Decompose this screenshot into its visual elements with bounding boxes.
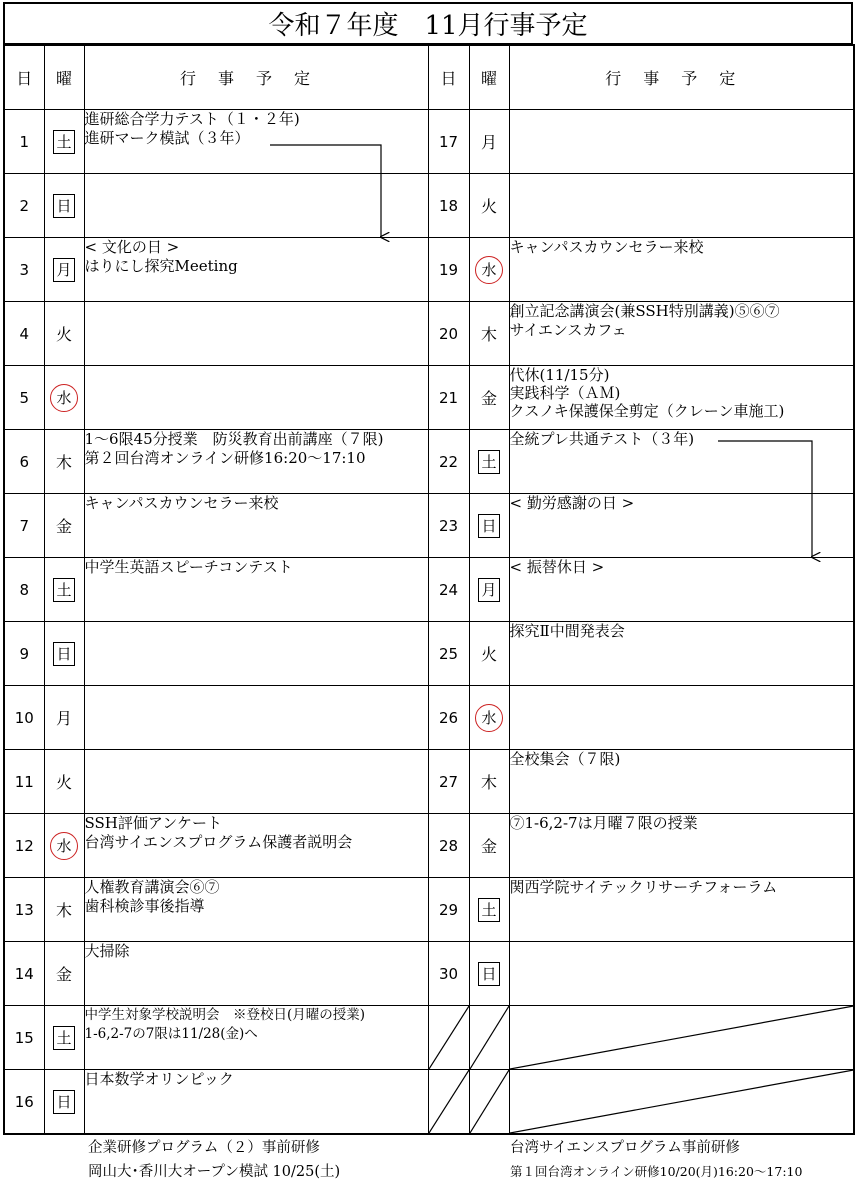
date-cell: 17 <box>428 110 469 174</box>
event-text: はりにし探究Meeting <box>84 257 238 275</box>
events-cell <box>84 1006 428 1070</box>
weekday-cell <box>44 750 84 814</box>
weekday-label: 火 <box>55 325 72 344</box>
weekday-cell <box>469 750 509 814</box>
weekday-cell <box>44 622 84 686</box>
weekday-label: 月 <box>55 709 72 728</box>
event-text: 大掃除 <box>84 942 130 960</box>
day-row <box>4 942 854 1006</box>
events-cell <box>84 878 428 942</box>
day-row <box>4 110 854 174</box>
day-row <box>4 558 854 622</box>
events-cell <box>84 622 428 686</box>
footer-note: 第１回台湾オンライン研修10/20(月)16:20～17:10 <box>510 1164 803 1179</box>
events-cell <box>509 750 854 814</box>
date-cell: 30 <box>428 942 469 1006</box>
day-row <box>4 814 854 878</box>
day-row <box>4 494 854 558</box>
weekday-cell <box>44 1070 84 1135</box>
weekday-cell <box>469 174 509 238</box>
header-row <box>4 45 854 110</box>
weekday-label: 火 <box>480 645 497 664</box>
weekday-label: 火 <box>55 773 72 792</box>
event-text: 台湾サイエンスプログラム保護者説明会 <box>84 833 353 851</box>
weekday-cell <box>44 494 84 558</box>
wednesday-circled-label: 水 <box>475 256 503 284</box>
date-cell: 4 <box>4 302 44 366</box>
event-text: 歯科検診事後指導 <box>84 897 205 915</box>
event-text: 関西学院サイテックリサーチフォーラム <box>509 878 778 896</box>
header-dow: 曜 <box>469 45 509 110</box>
event-text: 探究Ⅱ中間発表会 <box>509 622 625 640</box>
events-cell <box>509 238 854 302</box>
slash-mark <box>429 1070 469 1133</box>
date-cell: 6 <box>4 430 44 494</box>
date-cell: 24 <box>428 558 469 622</box>
weekday-cell <box>44 814 84 878</box>
event-text: 人権教育講演会⑥⑦ <box>84 878 220 896</box>
wednesday-circled-label: 水 <box>50 384 78 412</box>
event-text: 第２回台湾オンライン研修16:20～17:10 <box>84 449 366 467</box>
event-text: 中学生英語スピーチコンテスト <box>84 558 293 576</box>
date-cell: 5 <box>4 366 44 430</box>
weekend-day-label: 土 <box>478 898 500 922</box>
slash-mark <box>429 1006 469 1069</box>
day-row <box>4 1006 854 1070</box>
header-dow: 曜 <box>44 45 84 110</box>
weekday-cell <box>469 430 509 494</box>
weekend-day-label: 日 <box>53 642 75 666</box>
events-cell <box>509 174 854 238</box>
weekday-cell <box>44 174 84 238</box>
weekday-cell <box>44 110 84 174</box>
weekend-day-label: 月 <box>53 258 75 282</box>
weekend-day-label: 月 <box>478 578 500 602</box>
wednesday-circled-label: 水 <box>475 704 503 732</box>
day-row <box>4 366 854 430</box>
event-text: 1-6,2-7の7限は11/28(金)へ <box>84 1026 258 1042</box>
empty-cell <box>469 1006 509 1070</box>
event-text: < 振替休日 > <box>509 558 605 576</box>
event-text: < 勤労感謝の日 > <box>509 494 635 512</box>
date-cell: 10 <box>4 686 44 750</box>
events-cell <box>84 814 428 878</box>
events-cell <box>84 1070 428 1135</box>
weekday-cell <box>44 1006 84 1070</box>
date-cell: 20 <box>428 302 469 366</box>
footer-right-notes <box>510 1136 802 1184</box>
weekday-label: 木 <box>480 325 497 344</box>
weekday-label: 金 <box>55 965 72 984</box>
empty-cell <box>509 1006 854 1070</box>
day-row <box>4 878 854 942</box>
date-cell: 29 <box>428 878 469 942</box>
weekday-cell <box>44 366 84 430</box>
event-text: サイエンスカフェ <box>509 321 627 339</box>
day-row <box>4 1070 854 1135</box>
weekday-cell <box>469 558 509 622</box>
weekend-day-label: 土 <box>53 578 75 602</box>
slash-mark <box>470 1070 509 1133</box>
date-cell: 18 <box>428 174 469 238</box>
events-cell <box>84 750 428 814</box>
events-cell <box>509 430 854 494</box>
date-cell: 23 <box>428 494 469 558</box>
header-events: 行事予定 <box>509 45 854 110</box>
events-cell <box>509 686 854 750</box>
events-cell <box>84 942 428 1006</box>
weekday-cell <box>44 878 84 942</box>
weekday-cell <box>44 302 84 366</box>
weekday-label: 木 <box>55 453 72 472</box>
slash-mark <box>470 1006 509 1069</box>
footer-note: 台湾サイエンスプログラム事前研修 <box>510 1140 740 1156</box>
date-cell: 1 <box>4 110 44 174</box>
date-cell: 7 <box>4 494 44 558</box>
event-text: SSH評価アンケート <box>84 814 222 832</box>
events-cell <box>509 814 854 878</box>
header-day: 日 <box>4 45 44 110</box>
weekday-cell <box>469 814 509 878</box>
weekday-cell <box>469 302 509 366</box>
weekend-day-label: 日 <box>53 194 75 218</box>
date-cell: 2 <box>4 174 44 238</box>
footer-left-notes <box>88 1136 340 1184</box>
events-cell <box>84 494 428 558</box>
date-cell: 25 <box>428 622 469 686</box>
weekend-day-label: 日 <box>478 514 500 538</box>
weekday-cell <box>469 942 509 1006</box>
events-cell <box>509 302 854 366</box>
date-cell: 26 <box>428 686 469 750</box>
weekday-label: 火 <box>480 197 497 216</box>
weekday-cell <box>44 238 84 302</box>
day-row <box>4 750 854 814</box>
header-day: 日 <box>428 45 469 110</box>
weekday-label: 木 <box>55 901 72 920</box>
event-text: 全校集会（７限) <box>509 750 621 768</box>
events-cell <box>509 110 854 174</box>
event-text: 進研マーク模試（３年） <box>84 129 250 147</box>
date-cell: 3 <box>4 238 44 302</box>
event-text: 全統プレ共通テスト（３年) <box>509 430 695 448</box>
weekday-cell <box>44 686 84 750</box>
event-text: 日本数学オリンピック <box>84 1070 234 1088</box>
weekday-label: 月 <box>480 133 497 152</box>
events-cell <box>509 942 854 1006</box>
date-cell: 21 <box>428 366 469 430</box>
footer-note: 企業研修プログラム（２）事前研修 <box>88 1140 320 1156</box>
events-cell <box>84 110 428 174</box>
date-cell: 8 <box>4 558 44 622</box>
events-cell <box>84 174 428 238</box>
day-row <box>4 238 854 302</box>
events-cell <box>509 366 854 430</box>
events-cell <box>509 558 854 622</box>
date-cell: 15 <box>4 1006 44 1070</box>
event-text: キャンパスカウンセラー来校 <box>84 494 279 512</box>
event-text: < 文化の日 > <box>84 238 180 256</box>
weekday-label: 金 <box>55 517 72 536</box>
date-cell: 12 <box>4 814 44 878</box>
events-cell <box>509 878 854 942</box>
slash-mark <box>510 1006 854 1069</box>
event-text: 進研総合学力テスト（１・２年) <box>84 110 300 128</box>
date-cell: 14 <box>4 942 44 1006</box>
event-text: クスノキ保護保全剪定（クレーン車施工) <box>509 402 785 420</box>
weekday-cell <box>469 686 509 750</box>
footer-note: 岡山大･香川大オープン模試 10/25(土) <box>88 1164 341 1180</box>
empty-cell <box>469 1070 509 1135</box>
weekday-cell <box>44 942 84 1006</box>
weekday-cell <box>469 366 509 430</box>
weekday-cell <box>44 558 84 622</box>
day-row <box>4 622 854 686</box>
events-cell <box>84 238 428 302</box>
day-row <box>4 686 854 750</box>
weekday-cell <box>469 110 509 174</box>
date-cell: 11 <box>4 750 44 814</box>
wednesday-circled-label: 水 <box>50 832 78 860</box>
weekday-cell <box>469 238 509 302</box>
events-cell <box>84 302 428 366</box>
weekday-cell <box>469 878 509 942</box>
schedule-table <box>3 44 855 1135</box>
event-text: 中学生対象学校説明会 ※登校日(月曜の授業) <box>84 1007 366 1023</box>
weekend-day-label: 日 <box>478 962 500 986</box>
date-cell: 22 <box>428 430 469 494</box>
events-cell <box>84 686 428 750</box>
events-cell <box>509 622 854 686</box>
schedule-body <box>4 110 854 1135</box>
event-text: ⑦1-6,2-7は月曜７限の授業 <box>509 814 698 832</box>
slash-mark <box>510 1070 854 1133</box>
events-cell <box>84 558 428 622</box>
day-row <box>4 302 854 366</box>
weekday-cell <box>469 494 509 558</box>
weekday-label: 木 <box>480 773 497 792</box>
event-text: 1～6限45分授業 防災教育出前講座（７限) <box>84 430 384 448</box>
event-text: キャンパスカウンセラー来校 <box>509 238 704 256</box>
date-cell: 9 <box>4 622 44 686</box>
date-cell: 19 <box>428 238 469 302</box>
weekday-cell <box>44 430 84 494</box>
weekday-label: 金 <box>480 389 497 408</box>
date-cell: 28 <box>428 814 469 878</box>
empty-cell <box>428 1070 469 1135</box>
event-text: 代休(11/15分) <box>509 366 610 384</box>
events-cell <box>84 430 428 494</box>
events-cell <box>509 494 854 558</box>
empty-cell <box>509 1070 854 1135</box>
weekday-cell <box>469 622 509 686</box>
weekend-day-label: 土 <box>53 130 75 154</box>
weekend-day-label: 日 <box>53 1090 75 1114</box>
date-cell: 27 <box>428 750 469 814</box>
date-cell: 13 <box>4 878 44 942</box>
event-text: 創立記念講演会(兼SSH特別講義)⑤⑥⑦ <box>509 302 780 320</box>
day-row <box>4 174 854 238</box>
day-row <box>4 430 854 494</box>
weekend-day-label: 土 <box>478 450 500 474</box>
page-title: 令和７年度 11月行事予定 <box>3 2 853 45</box>
header-events: 行事予定 <box>84 45 428 110</box>
date-cell: 16 <box>4 1070 44 1135</box>
event-text: 実践科学（ＡＭ) <box>509 384 621 402</box>
weekday-label: 金 <box>480 837 497 856</box>
events-cell <box>84 366 428 430</box>
weekend-day-label: 土 <box>53 1026 75 1050</box>
empty-cell <box>428 1006 469 1070</box>
